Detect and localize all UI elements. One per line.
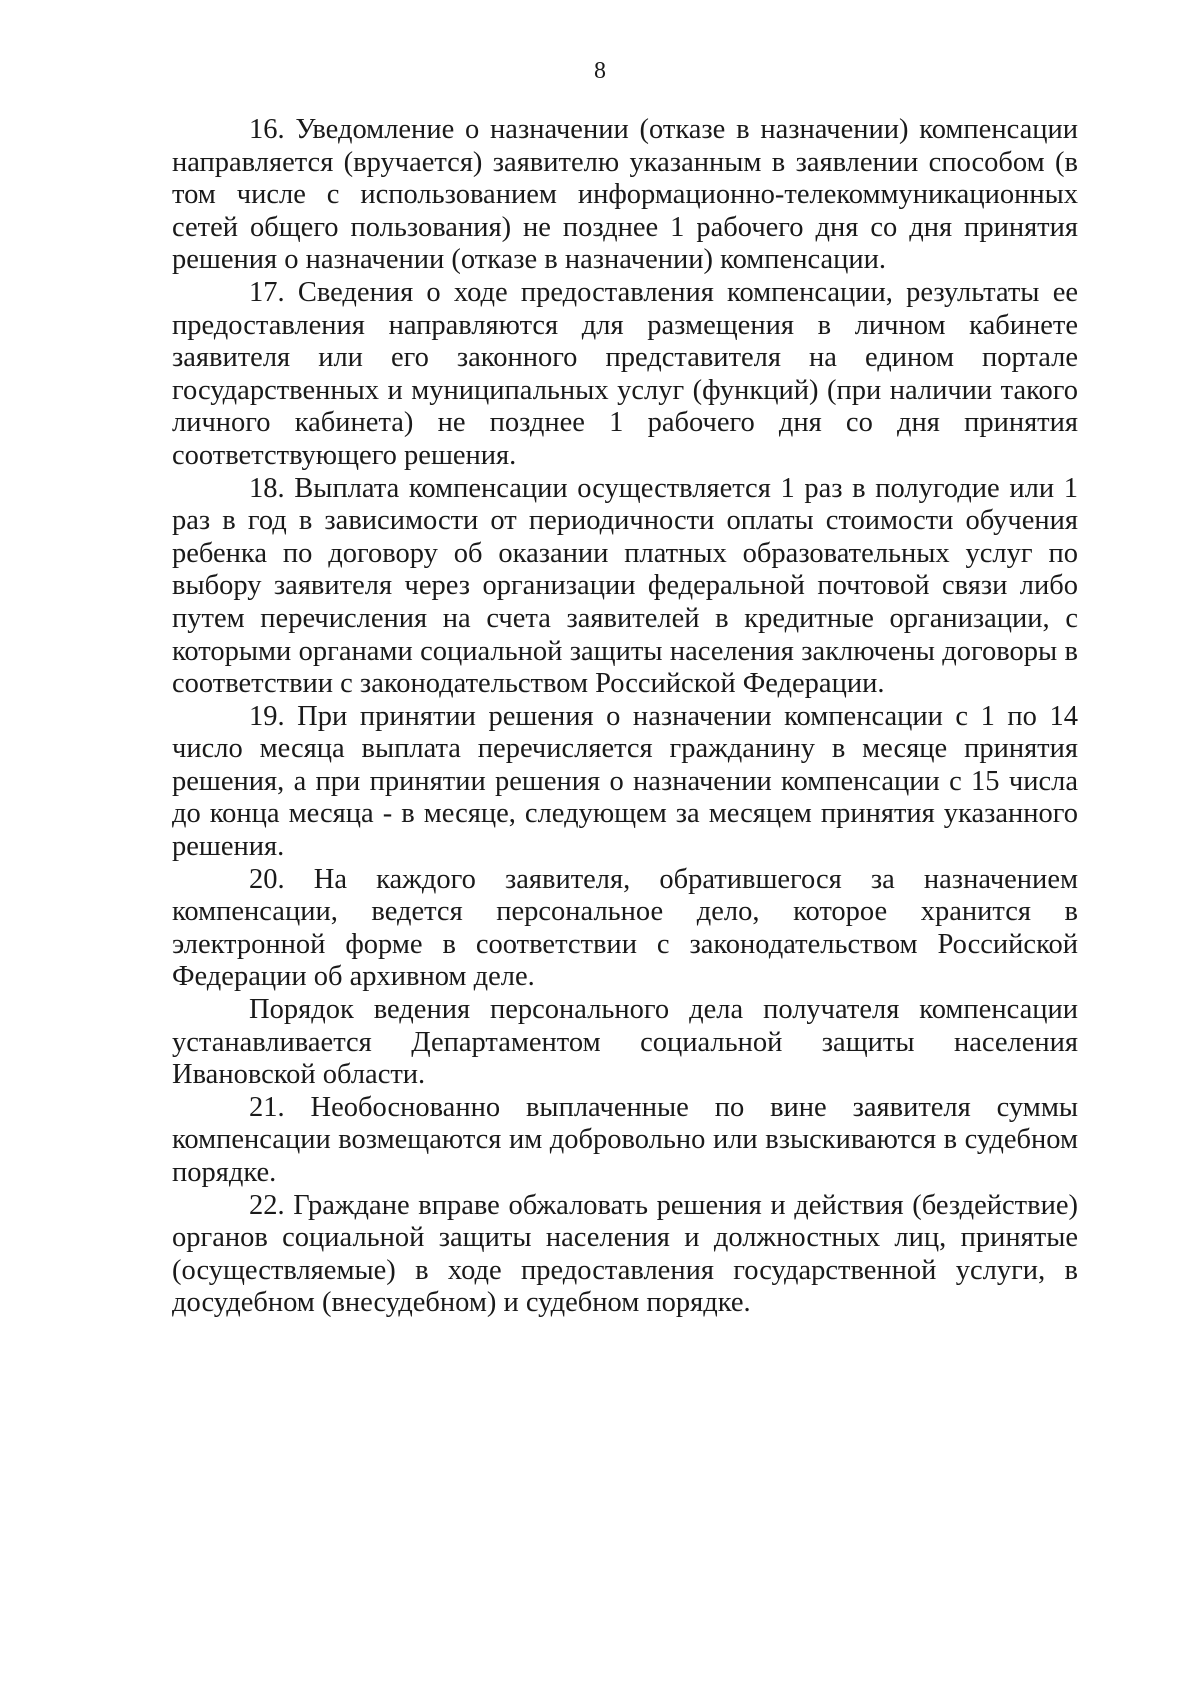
paragraph-20: 20. На каждого заявителя, обратившегося за назначением компенсации, ведется персональное дело, которое хранится в электронной форме в соответствии с законодательством Российской Федерации об архивном деле. xyxy=(172,863,1078,993)
document-body xyxy=(172,114,1078,1320)
paragraph-21: 21. Необоснованно выплаченные по вине заявителя суммы компенсации возмещаются им добровольно или взыскиваются в судебном порядке. xyxy=(172,1091,1078,1188)
paragraph-22: 22. Граждане вправе обжаловать решения и действия (бездействие) органов социальной защиты населения и должностных лиц, принятые (осуществляемые) в ходе предоставления государственной услуги, в досудебном (внесудебном) и судебном порядке. xyxy=(172,1189,1078,1319)
page-number: 8 xyxy=(594,58,606,84)
paragraph-19: 19. При принятии решения о назначении компенсации с 1 по 14 число месяца выплата перечисляется гражданину в месяце принятия решения, а при принятии решения о назначении компенсации с 15 числа до конца месяца - в месяце, следующем за месяцем принятия указанного решения. xyxy=(172,700,1078,863)
paragraph-17: 17. Сведения о ходе предоставления компенсации, результаты ее предоставления направляются для размещения в личном кабинете заявителя или его законного представителя на едином портале государственных и муниципальных услуг (функций) (при наличии такого личного кабинета) не позднее 1 рабочего дня со дня принятия соответствующего решения. xyxy=(172,276,1078,471)
paragraph-18: 18. Выплата компенсации осуществляется 1 раз в полугодие или 1 раз в год в зависимости от периодичности оплаты стоимости обучения ребенка по договору об оказании платных образовательных услуг по выбору заявителя через организации федеральной почтовой связи либо путем перечисления на счета заявителей в кредитные организации, с которыми органами социальной защиты населения заключены договоры в соответствии с законодательством Российской Федерации. xyxy=(172,472,1078,700)
paragraph-20-continuation: Порядок ведения персонального дела получателя компенсации устанавливается Департаментом социальной защиты населения Ивановской области. xyxy=(172,994,1078,1091)
paragraph-16: 16. Уведомление о назначении (отказе в назначении) компенсации направляется (вручается) заявителю указанным в заявлении способом (в том числе с использованием информационно-телекоммуникационных сетей общего пользования) не позднее 1 рабочего дня со дня принятия решения о назначении (отказе в назначении) компенсации. xyxy=(172,114,1078,276)
